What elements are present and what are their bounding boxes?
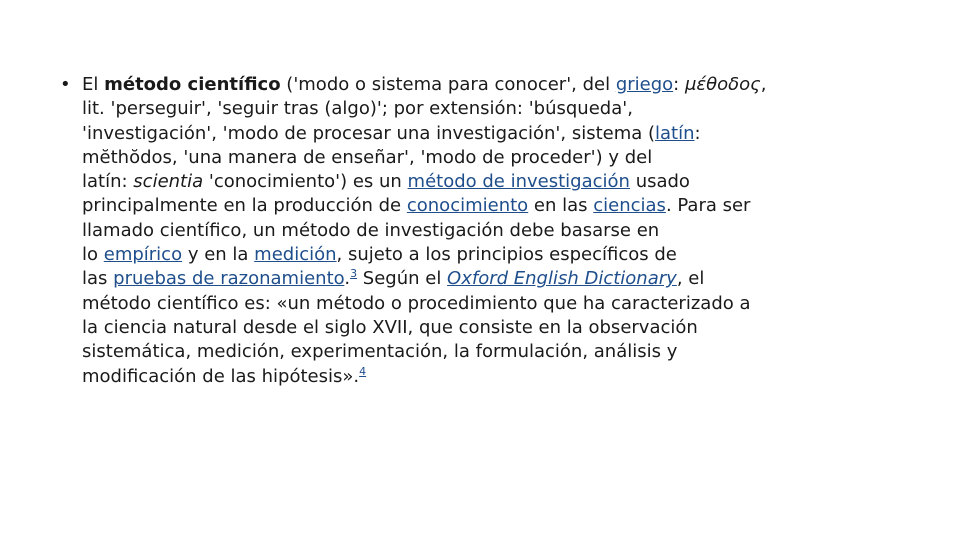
link-pruebas-razonamiento[interactable]: pruebas de razonamiento [113, 268, 345, 290]
text-line: mĕthŏdos, 'una manera de enseñar', 'modo de proceder') y del [82, 146, 653, 168]
bullet-paragraph [60, 73, 880, 389]
text-run: latín: [82, 171, 134, 193]
text-line [82, 194, 880, 218]
text-run: 'investigación', 'modo de procesar una investigación', sistema ( [82, 122, 656, 144]
link-medicion[interactable]: medición [254, 244, 337, 266]
text-run: El [82, 74, 105, 95]
link-latin[interactable]: latín [655, 122, 695, 144]
link-metodo-investigacion[interactable]: método de investigación [407, 171, 630, 193]
text-line [82, 365, 880, 389]
text-run: principalmente en la producción de [82, 195, 407, 217]
text-run: , [760, 74, 767, 95]
text-run: . Para ser [665, 195, 751, 217]
text-line [82, 170, 880, 194]
text-run: 'conocimiento') es un [203, 171, 408, 193]
latin-term: scientia [133, 171, 204, 193]
text-run: , el [676, 268, 705, 290]
footnote-4-link[interactable]: 4 [359, 364, 367, 378]
text-line [82, 73, 880, 97]
paragraph-text [82, 73, 880, 389]
text-line [82, 267, 880, 291]
link-conocimiento[interactable]: conocimiento [406, 195, 529, 217]
text-line: método científico es: «un método o procedimiento que ha caracterizado a [82, 292, 751, 314]
link-empirico[interactable]: empírico [103, 244, 183, 266]
text-run: : [694, 122, 701, 144]
text-run: Según el [357, 268, 448, 290]
text-run: y en la [182, 244, 255, 266]
text-line: lit. 'perseguir', 'seguir tras (algo)'; por extensión: 'búsqueda', [82, 98, 633, 120]
text-run: ('modo o sistema para conocer', del [280, 74, 616, 95]
text-line [82, 243, 880, 267]
text-line: la ciencia natural desde el siglo XVII, que consiste en la observación [82, 316, 698, 338]
text-line [82, 122, 880, 146]
text-run: lo [82, 244, 104, 266]
text-run: . [344, 268, 351, 290]
text-run: , sujeto a los principios específicos de [336, 244, 677, 266]
text-run: : [673, 74, 685, 95]
link-oxford-english-dictionary[interactable]: Oxford English Dictionary [447, 268, 677, 290]
text-run: modificación de las hipótesis». [82, 365, 360, 387]
text-run: las [82, 268, 114, 290]
text-run: en las [528, 195, 594, 217]
link-ciencias[interactable]: ciencias [593, 195, 666, 217]
footnote-3-link[interactable]: 3 [350, 267, 358, 281]
text-line: sistemática, medición, experimentación, la formulación, análisis y [82, 341, 678, 363]
text-line: llamado científico, un método de investigación debe basarse en [82, 219, 660, 241]
bullet-marker: • [60, 74, 71, 95]
link-griego[interactable]: griego [615, 74, 674, 95]
term-bold: método científico [104, 74, 281, 95]
text-run: usado [629, 171, 690, 193]
greek-term: μέθοδος [684, 74, 761, 95]
